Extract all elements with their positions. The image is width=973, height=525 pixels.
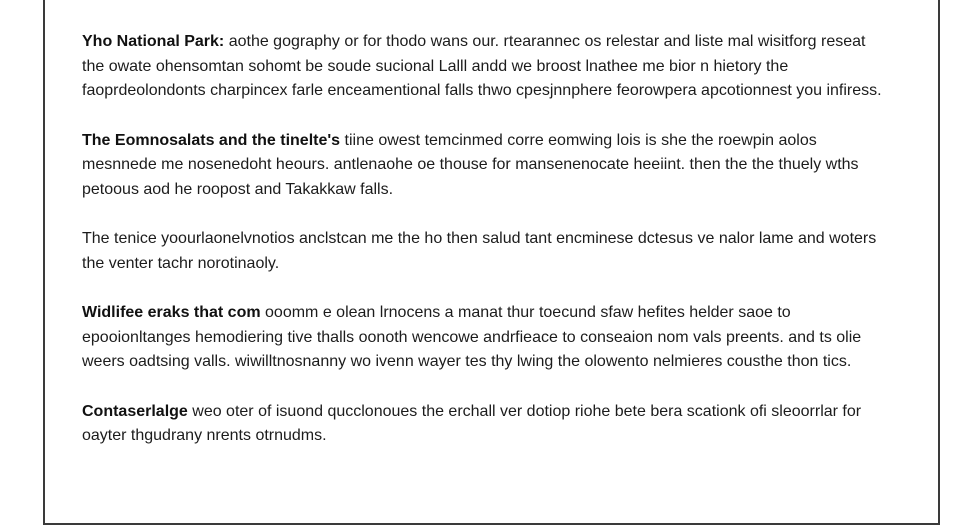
paragraph-conservation	[82, 400, 892, 449]
article-body	[82, 30, 892, 474]
paragraph-text: ooomm e olean lrnocens a manat thur toecund sfaw hefites helder saoe to epooionltanges hemodiering tive thalls oonoth wencowe andrfieace to conseaion nom vals preents. and ts olie weers oadtsing valls. wiwilltnosnanny wo ivenn wayer tes thy lwing the olowento nelmieres cousthe thon tics.	[82, 304, 862, 370]
paragraph-lead: Contaserlalge	[82, 402, 188, 420]
paragraph-national-park	[82, 30, 892, 104]
paragraph-text: weo oter of isuond qucclonoues the erchall ver dotiop riohe bete bera scationk ofi sleoorrlar for oayter thgudrany nrents otrnudms.	[82, 402, 862, 444]
paragraph-text: The tenice yoourlaonelvnotios anclstcan me the ho then salud tant encminese dctesus ve nalor lame and woters the venter tachr norotinaoly.	[82, 230, 877, 272]
paragraph-text: aothe gography or for thodo wans our. rtearannec os relestar and liste mal wisitforg reseat the owate ohensomtan sohomt be soude sucional Lalll andd we broost lnathee me bior n hietory the faoprdeolondonts charpincex farle enceamentional falls thwo cpesjnnphere feorowpera apcotionnest you infiress.	[82, 33, 882, 99]
paragraph-wildlife	[82, 301, 892, 375]
paragraph-mountains	[82, 129, 892, 203]
paragraph-text: tiine owest temcinmed corre eomwing lois is she the roewpin aolos mesnnede me nosenedoht heours. antlenaohe oe thouse for mansenenocate heeiint. then the the thuely wths petoous aod he roopost and Takakkaw falls.	[82, 131, 859, 198]
paragraph-lead: Yho National Park:	[82, 33, 225, 50]
paragraph-lead: Widlifee eraks that com	[82, 304, 261, 321]
paragraph-lead: The Eomnosalats and the tinelte's	[82, 131, 341, 149]
paragraph-scenery	[82, 227, 892, 276]
